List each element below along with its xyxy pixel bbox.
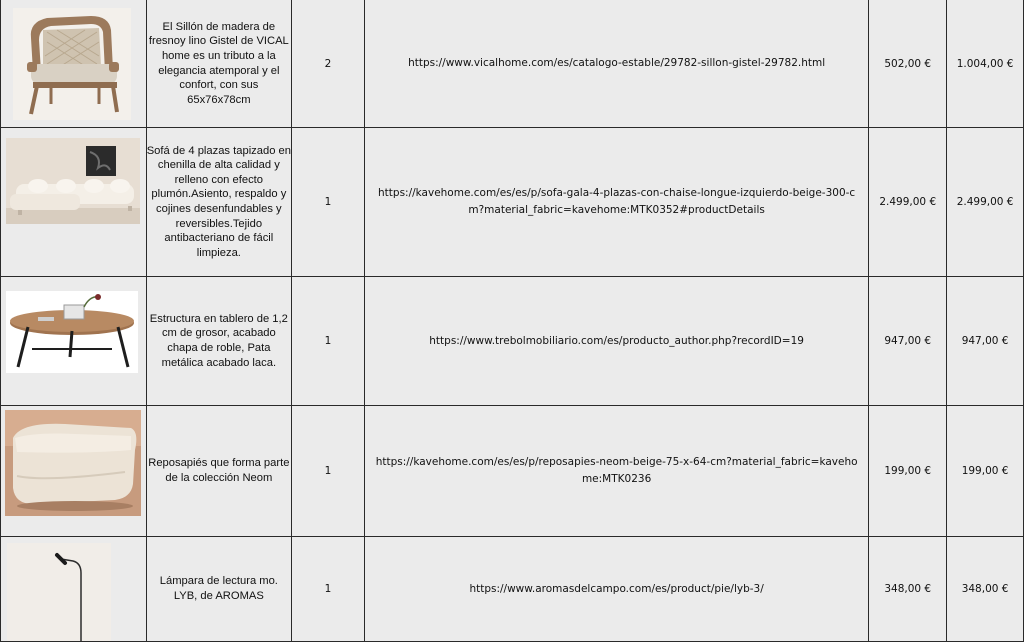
product-image-cell — [1, 128, 147, 277]
line-total: 947,00 € — [947, 277, 1024, 406]
product-image-cell — [1, 277, 147, 406]
product-quantity: 1 — [292, 128, 365, 277]
line-total: 1.004,00 € — [947, 0, 1024, 128]
table-row — [1, 128, 1024, 277]
product-description: El Sillón de madera de fresnoy lino Gistel de VICAL home es un tributo a la elegancia atemporal y el confort, con sus 65x76x78cm — [146, 0, 292, 128]
coffee-table-image — [1, 277, 145, 405]
unit-price: 348,00 € — [869, 537, 947, 642]
line-total: 2.499,00 € — [947, 128, 1024, 277]
unit-price: 947,00 € — [869, 277, 947, 406]
product-image-cell — [1, 537, 147, 642]
armchair-image — [1, 0, 145, 127]
product-description: Estructura en tablero de 1,2 cm de grosor, acabado chapa de roble, Pata metálica acabado laca. — [146, 277, 292, 406]
product-url[interactable]: https://kavehome.com/es/es/p/reposapies-neom-beige-75-x-64-cm?material_fabric=kavehome:MTK0236 — [375, 456, 858, 485]
table-row — [1, 537, 1024, 642]
product-image-cell — [1, 406, 147, 537]
product-url[interactable]: https://kavehome.com/es/es/p/sofa-gala-4-plazas-con-chaise-longue-izquierdo-beige-300-cm?material_fabric=kavehome:MTK0352#productDetails — [378, 187, 856, 216]
product-quantity: 1 — [292, 277, 365, 406]
product-quantity: 2 — [292, 0, 365, 128]
unit-price: 199,00 € — [869, 406, 947, 537]
product-quantity: 1 — [292, 537, 365, 642]
footstool-image — [1, 406, 145, 536]
product-url[interactable]: https://www.aromasdelcampo.com/es/product/pie/lyb-3/ — [469, 582, 764, 595]
product-url[interactable]: https://www.trebolmobiliario.com/es/producto_author.php?recordID=19 — [429, 334, 804, 347]
floor-lamp-image — [1, 537, 145, 641]
sofa-image — [1, 128, 145, 276]
unit-price: 502,00 € — [869, 0, 947, 128]
product-description: Sofá de 4 plazas tapizado en chenilla de alta calidad y relleno con efecto plumón.Asiento, respaldo y cojines desenfundables y reversibles.Tejido antibacteriano de fácil limpieza. — [146, 128, 292, 277]
product-quantity: 1 — [292, 406, 365, 537]
table-row — [1, 406, 1024, 537]
table-row — [1, 277, 1024, 406]
product-description: Lámpara de lectura mo. LYB, de AROMAS — [146, 537, 292, 642]
product-url[interactable]: https://www.vicalhome.com/es/catalogo-estable/29782-sillon-gistel-29782.html — [408, 57, 826, 69]
product-description: Reposapiés que forma parte de la colección Neom — [146, 406, 292, 537]
product-image-cell — [1, 0, 147, 128]
table-row — [1, 0, 1024, 128]
line-total: 348,00 € — [947, 537, 1024, 642]
line-total: 199,00 € — [947, 406, 1024, 537]
unit-price: 2.499,00 € — [869, 128, 947, 277]
